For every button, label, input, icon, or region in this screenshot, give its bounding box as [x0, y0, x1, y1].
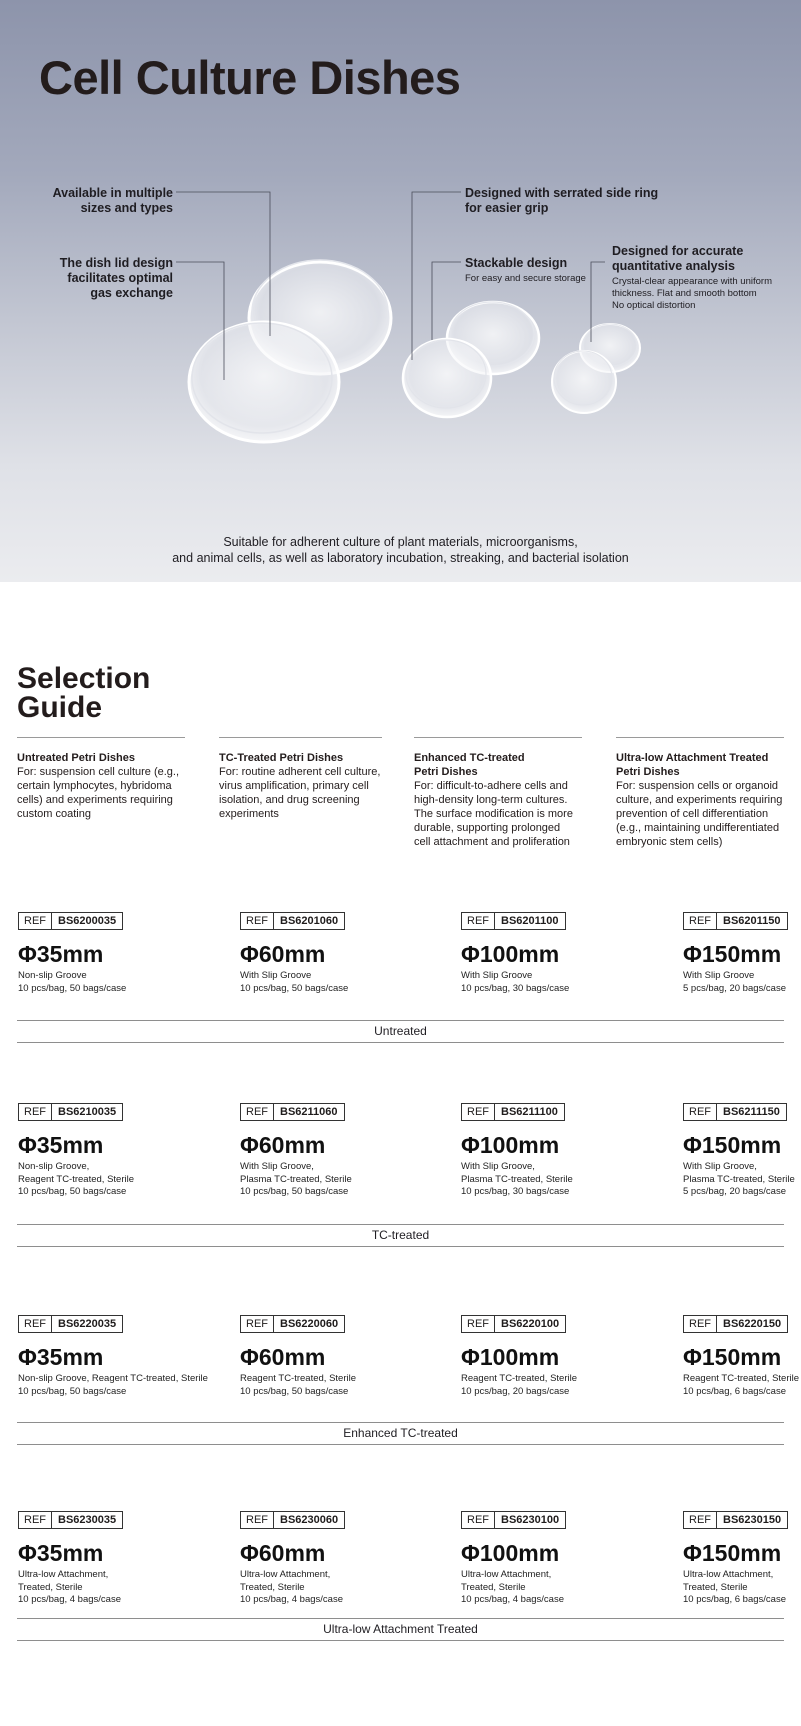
callout-accurate-sub: Crystal-clear appearance with uniform thickness. Flat and smooth bottom No optical distortion — [612, 276, 772, 311]
ref-code: BS6230035 — [58, 1514, 117, 1526]
dish-size: Φ35mm — [18, 1132, 104, 1158]
dish-size: Φ60mm — [240, 1540, 326, 1566]
ref-code: BS6210035 — [58, 1106, 117, 1118]
product-card — [683, 1102, 795, 1199]
product-description: Reagent TC-treated, Sterile 10 pcs/bag, 50 bags/case — [240, 1373, 356, 1397]
guide-column-title: Enhanced TC-treated Petri Dishes — [414, 752, 525, 778]
category-bar-untreated: Untreated — [17, 1020, 784, 1043]
ref-box — [18, 912, 123, 930]
product-card — [240, 1102, 352, 1199]
medium-dish-pair — [403, 302, 539, 417]
guide-column-tc-treated — [219, 737, 382, 821]
dish-size: Φ150mm — [683, 1540, 782, 1566]
ref-label: REF — [19, 1316, 52, 1332]
ref-label: REF — [19, 1512, 52, 1528]
product-description: Ultra-low Attachment, Treated, Sterile 10 pcs/bag, 6 bags/case — [683, 1569, 786, 1605]
ref-code: BS6211100 — [501, 1106, 558, 1118]
ref-code: BS6220035 — [58, 1318, 117, 1330]
product-card — [461, 911, 569, 995]
product-description: Non-slip Groove, Reagent TC-treated, Sterile 10 pcs/bag, 50 bags/case — [18, 1373, 208, 1397]
ref-label: REF — [684, 913, 717, 929]
product-card — [18, 1102, 134, 1199]
product-card — [240, 1510, 345, 1607]
product-description: Ultra-low Attachment, Treated, Sterile 10 pcs/bag, 4 bags/case — [18, 1569, 121, 1605]
ref-box — [683, 1103, 787, 1121]
product-description: With Slip Groove 10 pcs/bag, 30 bags/case — [461, 970, 570, 994]
page-title: Cell Culture Dishes — [39, 51, 461, 104]
callout-accurate-title: Designed for accurate quantitative analysis — [612, 244, 744, 273]
dish-size: Φ35mm — [18, 941, 104, 967]
dish-size: Φ35mm — [18, 1540, 104, 1566]
ref-box — [683, 1315, 788, 1333]
callout-sizes: Available in multiple sizes and types — [52, 186, 173, 215]
dish-size: Φ60mm — [240, 1132, 326, 1158]
ref-code: BS6201060 — [280, 915, 339, 927]
selection-guide-title: Selection Guide — [17, 662, 151, 724]
ref-code: BS6220150 — [723, 1318, 782, 1330]
guide-column-text: For: suspension cells or organoid culture, and experiments requiring prevention of cell differentiation (e.g., maintaining undifferentiated embryonic stem cells) — [616, 780, 783, 848]
product-description: Reagent TC-treated, Sterile 10 pcs/bag, 6 bags/case — [683, 1373, 799, 1397]
product-card — [240, 1314, 356, 1398]
product-description: Ultra-low Attachment, Treated, Sterile 10 pcs/bag, 4 bags/case — [240, 1569, 343, 1605]
dish-size: Φ150mm — [683, 941, 782, 967]
guide-column-text: For: difficult-to-adhere cells and high-density long-term cultures. The surface modification is more durable, supporting prolonged cell attachment and proliferation — [414, 780, 573, 848]
ref-box — [240, 1315, 345, 1333]
product-card — [240, 911, 348, 995]
ref-label: REF — [462, 913, 495, 929]
ref-box — [240, 1511, 345, 1529]
ref-code: BS6230100 — [501, 1514, 560, 1526]
ref-box — [461, 1315, 566, 1333]
ref-code: BS6220100 — [501, 1318, 560, 1330]
ref-label: REF — [19, 913, 52, 929]
product-description: Non-slip Groove 10 pcs/bag, 50 bags/case — [18, 970, 127, 994]
ref-box — [240, 912, 345, 930]
ref-code: BS6201150 — [723, 915, 781, 927]
product-description: With Slip Groove, Plasma TC-treated, Sterile 10 pcs/bag, 30 bags/case — [461, 1161, 573, 1197]
callout-accurate — [612, 244, 797, 312]
ref-label: REF — [241, 1316, 274, 1332]
dish-size: Φ60mm — [240, 941, 326, 967]
ref-box — [683, 912, 788, 930]
product-description: Ultra-low Attachment, Treated, Sterile 10 pcs/bag, 4 bags/case — [461, 1569, 564, 1605]
dish-size: Φ35mm — [18, 1344, 104, 1370]
hero-section — [0, 0, 801, 582]
ref-code: BS6220060 — [280, 1318, 339, 1330]
guide-column-title: TC-Treated Petri Dishes — [219, 752, 344, 764]
ref-code: BS6211060 — [280, 1106, 338, 1118]
product-card — [18, 911, 126, 995]
product-card — [461, 1510, 566, 1607]
product-card — [18, 1314, 208, 1398]
callout-serrated: Designed with serrated side ring for easier grip — [465, 186, 659, 215]
dish-size: Φ100mm — [461, 1132, 560, 1158]
product-description: With Slip Groove 10 pcs/bag, 50 bags/case — [240, 970, 349, 994]
category-bar-ultra-low: Ultra-low Attachment Treated — [17, 1618, 784, 1641]
guide-column-ultra-low — [616, 737, 784, 849]
ref-label: REF — [684, 1316, 717, 1332]
product-card — [461, 1314, 577, 1398]
product-card — [683, 911, 788, 995]
guide-column-text: For: suspension cell culture (e.g., certain lymphocytes, hybridoma cells) and experiments requiring custom coating — [17, 766, 180, 820]
dish-size: Φ60mm — [240, 1344, 326, 1370]
ref-box — [18, 1315, 123, 1333]
ref-label: REF — [684, 1104, 717, 1120]
guide-column-untreated — [17, 737, 185, 821]
ref-label: REF — [241, 1512, 274, 1528]
guide-column-title: Ultra-low Attachment Treated Petri Dishes — [616, 752, 769, 778]
ref-code: BS6200035 — [58, 915, 117, 927]
dish-size: Φ150mm — [683, 1344, 782, 1370]
ref-label: REF — [462, 1512, 495, 1528]
ref-box — [683, 1511, 788, 1529]
ref-box — [18, 1103, 123, 1121]
product-card — [18, 1510, 123, 1607]
ref-label: REF — [241, 1104, 274, 1120]
guide-column-text: For: routine adherent cell culture, virus amplification, primary cell isolation, and drug screening experiments — [219, 766, 381, 820]
hero-caption: Suitable for adherent culture of plant materials, microorganisms, and animal cells, as well as laboratory incubation, streaking, and bacterial isolation — [172, 535, 629, 565]
small-dish-pair — [552, 324, 640, 413]
callout-stackable-title: Stackable design — [465, 256, 568, 270]
ref-code: BS6230150 — [723, 1514, 782, 1526]
product-description: Non-slip Groove, Reagent TC-treated, Sterile 10 pcs/bag, 50 bags/case — [18, 1161, 134, 1197]
product-description: With Slip Groove 5 pcs/bag, 20 bags/case — [683, 970, 786, 994]
ref-box — [240, 1103, 345, 1121]
ref-label: REF — [684, 1512, 717, 1528]
product-description: With Slip Groove, Plasma TC-treated, Sterile 10 pcs/bag, 50 bags/case — [240, 1161, 352, 1197]
callout-stackable — [465, 256, 625, 285]
ref-code: BS6230060 — [280, 1514, 339, 1526]
dish-size: Φ150mm — [683, 1132, 782, 1158]
ref-code: BS6201100 — [501, 915, 559, 927]
dish-size: Φ100mm — [461, 1540, 560, 1566]
product-description: Reagent TC-treated, Sterile 10 pcs/bag, 20 bags/case — [461, 1373, 577, 1397]
category-bar-enhanced: Enhanced TC-treated — [17, 1422, 784, 1445]
dish-size: Φ100mm — [461, 1344, 560, 1370]
product-card — [683, 1314, 799, 1398]
product-card — [461, 1102, 573, 1199]
guide-column-title: Untreated Petri Dishes — [17, 752, 135, 764]
dish-size: Φ100mm — [461, 941, 560, 967]
guide-column-enhanced — [414, 737, 582, 849]
ref-code: BS6211150 — [723, 1106, 780, 1118]
ref-box — [461, 912, 566, 930]
ref-label: REF — [462, 1104, 495, 1120]
ref-box — [461, 1103, 565, 1121]
ref-box — [461, 1511, 566, 1529]
product-card — [683, 1510, 788, 1607]
ref-box — [18, 1511, 123, 1529]
callout-lid: The dish lid design facilitates optimal gas exchange — [59, 256, 173, 300]
ref-label: REF — [19, 1104, 52, 1120]
category-bar-tc-treated: TC-treated — [17, 1224, 784, 1247]
callout-stackable-sub: For easy and secure storage — [465, 273, 586, 284]
ref-label: REF — [241, 913, 274, 929]
large-dish-pair — [189, 260, 391, 442]
product-description: With Slip Groove, Plasma TC-treated, Sterile 5 pcs/bag, 20 bags/case — [683, 1161, 795, 1197]
ref-label: REF — [462, 1316, 495, 1332]
